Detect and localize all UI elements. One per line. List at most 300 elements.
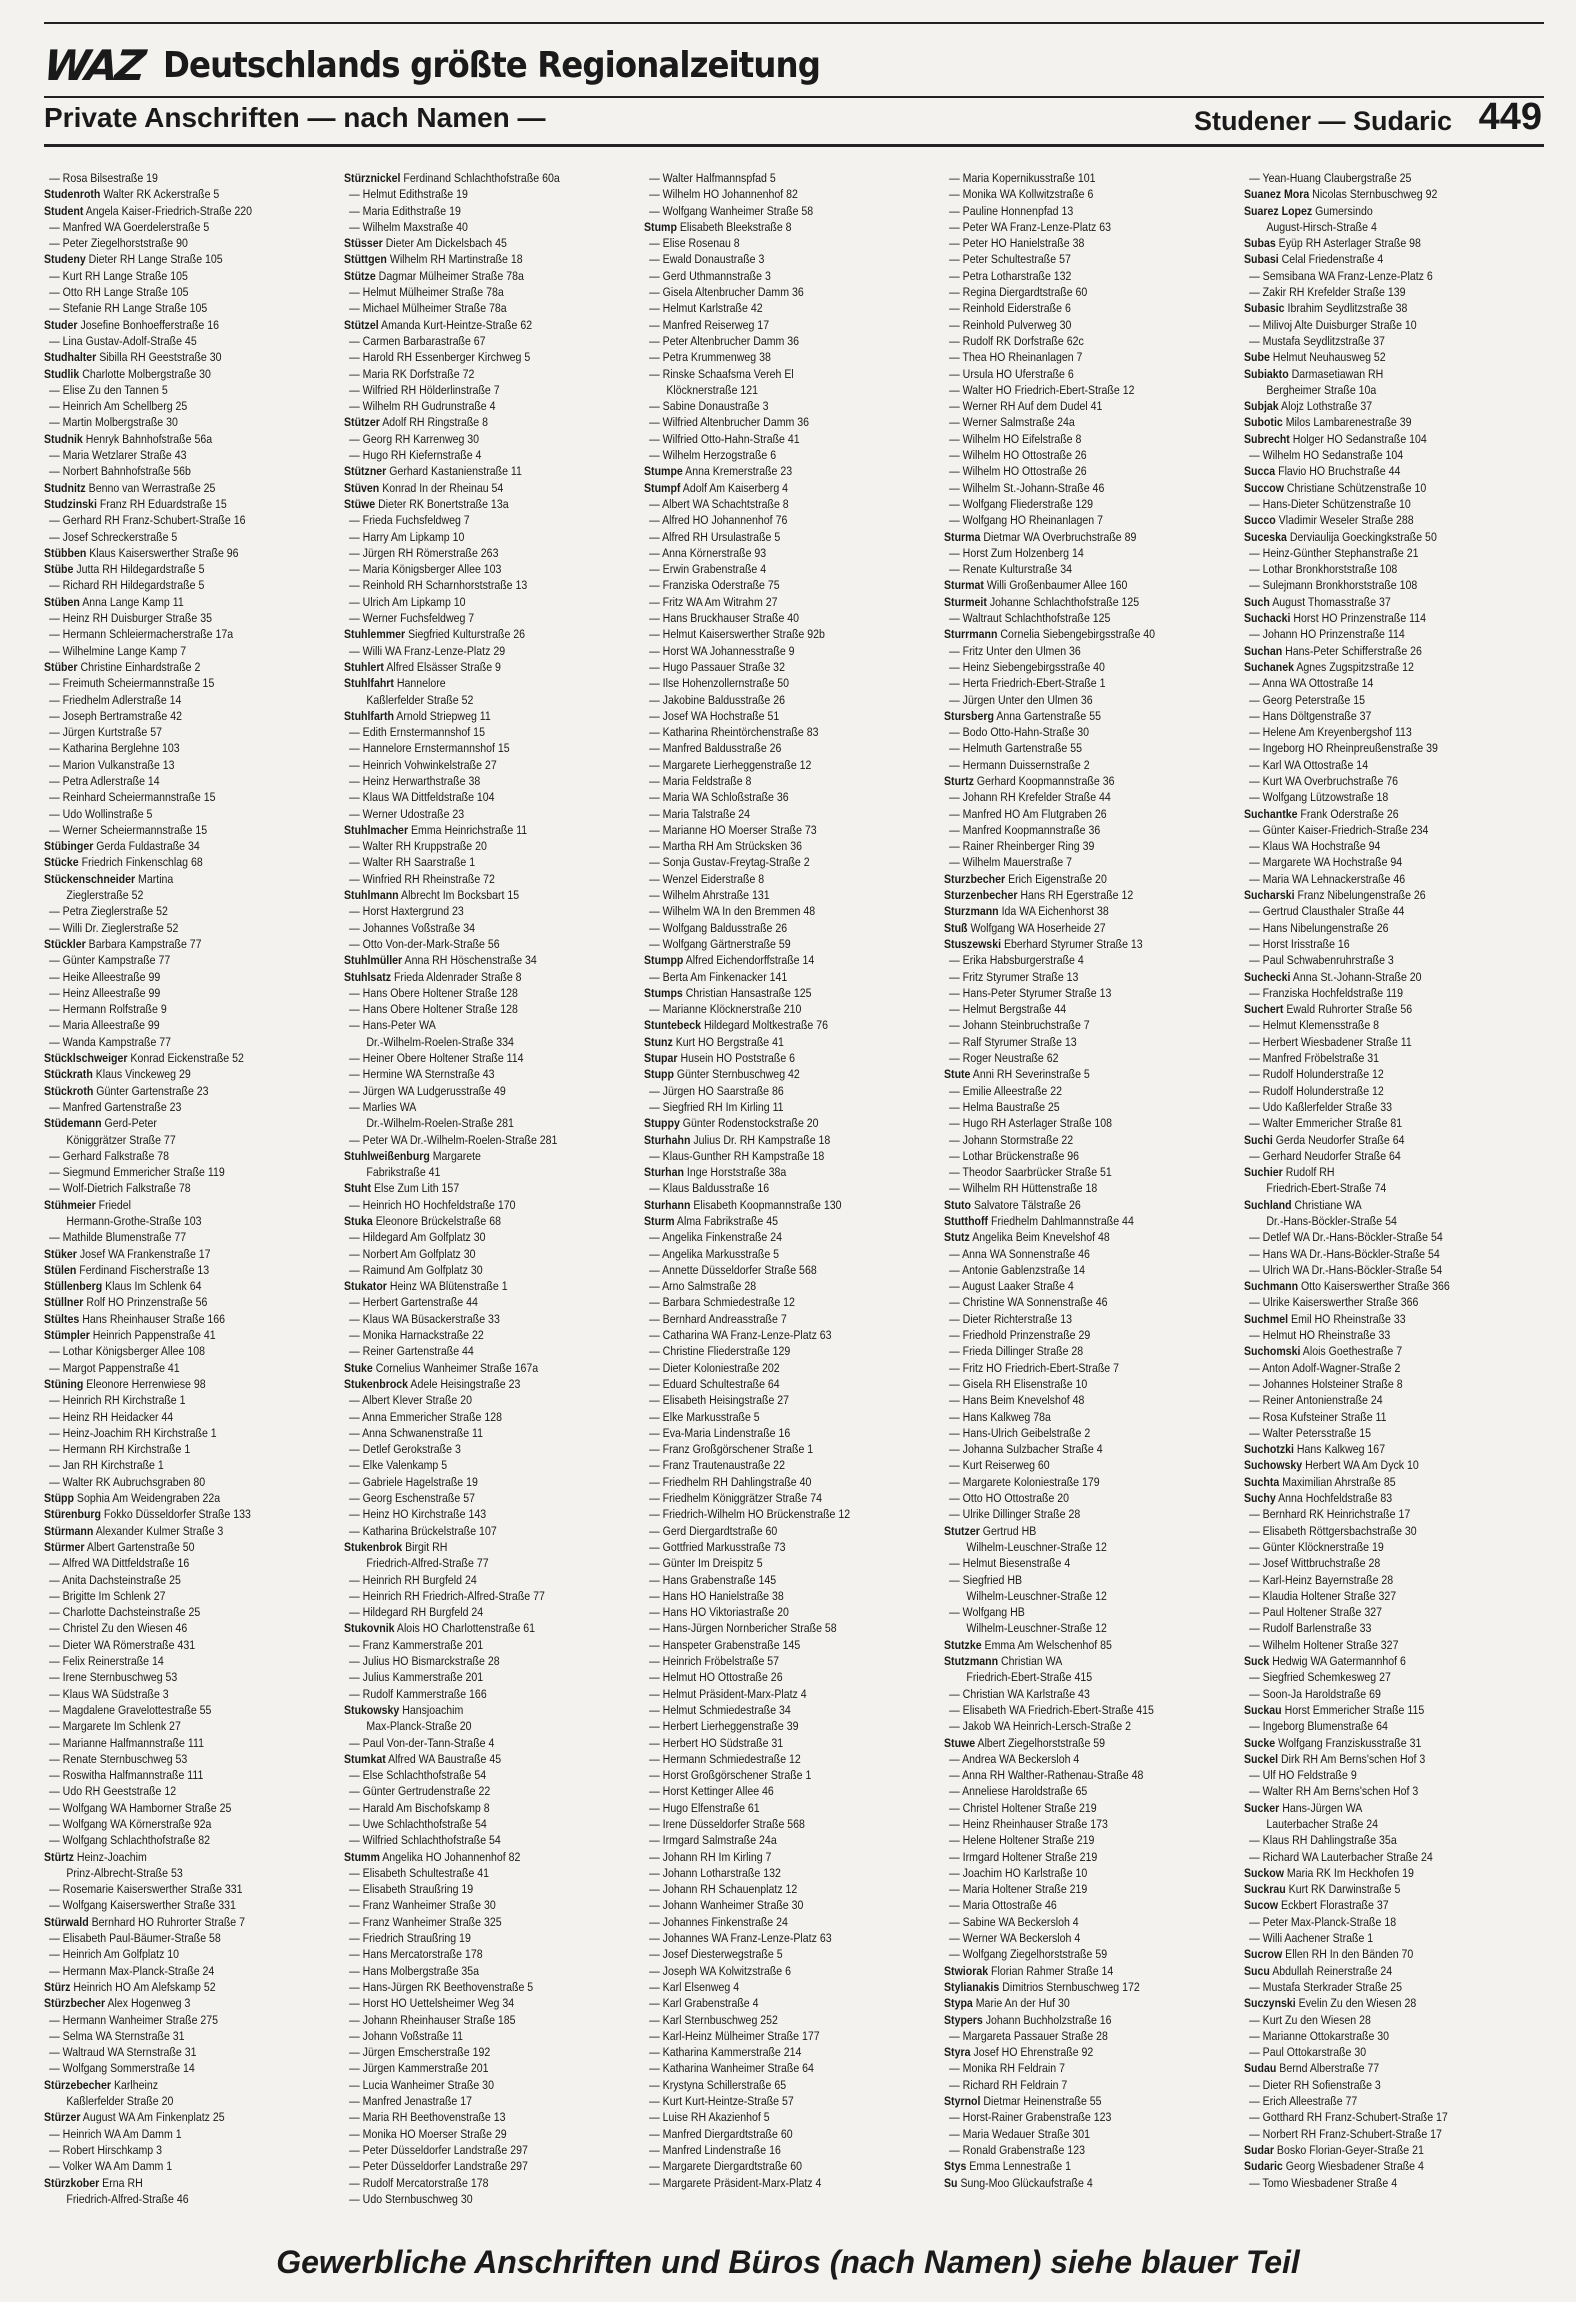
- entry-details: Wilhelm HO Sedanstraße 104: [1262, 448, 1404, 463]
- directory-entry: [644, 333, 902, 349]
- repeat-dash: —: [49, 773, 60, 788]
- entry-details: Prinz-Albrecht-Straße 53: [66, 1865, 183, 1880]
- directory-entry: [44, 1343, 302, 1359]
- repeat-dash: —: [949, 1409, 960, 1424]
- entry-details: Wilhelm RH Martinstraße 18: [389, 252, 523, 267]
- directory-entry: [344, 1066, 602, 1082]
- directory-entry: [644, 822, 902, 838]
- entry-details: Marianne HO Moerser Straße 73: [662, 822, 817, 837]
- directory-entry: [644, 463, 902, 479]
- repeat-dash: —: [349, 1393, 360, 1408]
- directory-entry: [644, 1572, 902, 1588]
- repeat-dash: —: [649, 708, 660, 723]
- repeat-dash: —: [49, 1654, 60, 1669]
- repeat-dash: —: [1249, 1295, 1260, 1310]
- entry-details: Heinrich RH Burgfeld 24: [362, 1572, 477, 1587]
- entry-details: Johann Buchholzstraße 16: [985, 2012, 1112, 2027]
- directory-entry: [944, 480, 1202, 496]
- repeat-dash: —: [349, 2110, 360, 2125]
- entry-details: Jakobine Baldusstraße 26: [662, 692, 785, 707]
- entry-details: Helmut HO Ottostraße 26: [662, 1670, 783, 1685]
- entry-details: Friedhelm Dahlmannstraße 44: [990, 1214, 1134, 1228]
- directory-entry: [344, 366, 602, 382]
- entry-surname: Suchomski: [1244, 1344, 1301, 1359]
- waz-logo: WAZ: [41, 40, 146, 90]
- directory-entry: [1244, 1246, 1502, 1262]
- entry-details: Wilhelm-Leuschner-Straße 12: [966, 1588, 1107, 1603]
- entry-details: Irmgard Salmstraße 24a: [662, 1833, 777, 1848]
- directory-entry: [944, 1246, 1202, 1262]
- entry-details: Bernhard RK Heinrichstraße 17: [1262, 1507, 1411, 1522]
- directory-entry: [44, 1294, 302, 1310]
- entry-surname: Subotic: [1244, 415, 1283, 430]
- entry-details: Hermann Wanheimer Straße 275: [62, 2012, 219, 2027]
- directory-entry: [1244, 2077, 1502, 2093]
- directory-entry: [944, 1457, 1202, 1473]
- entry-details: Anna Körnerstraße 93: [662, 545, 767, 560]
- directory-entry: [44, 1017, 302, 1033]
- directory-entry: [944, 659, 1202, 675]
- directory-entry: [1244, 1278, 1502, 1294]
- repeat-dash: —: [949, 1376, 960, 1391]
- entry-details: Roswitha Halfmannstraße 111: [62, 1768, 204, 1783]
- entry-details: Frieda Dillinger Straße 28: [962, 1344, 1084, 1359]
- entry-details: Heinrich HO Am Alefskamp 52: [73, 1979, 216, 1994]
- entry-details: Erika Habsburgerstraße 4: [962, 953, 1084, 968]
- directory-entry: [644, 724, 902, 740]
- directory-entry: [44, 2093, 302, 2109]
- repeat-dash: —: [949, 1947, 960, 1962]
- repeat-dash: —: [649, 1637, 660, 1652]
- entry-details: Hans Mercatorstraße 178: [362, 1947, 483, 1962]
- repeat-dash: —: [649, 496, 660, 511]
- repeat-dash: —: [49, 985, 60, 1000]
- directory-entry: [44, 1620, 302, 1636]
- repeat-dash: —: [1249, 1539, 1260, 1554]
- entry-surname: Suceska: [1244, 529, 1287, 544]
- directory-entry: [644, 1800, 902, 1816]
- repeat-dash: —: [649, 1686, 660, 1701]
- entry-details: Christiane Schützenstraße 10: [1286, 480, 1427, 495]
- directory-entry: [44, 1213, 302, 1229]
- directory-entry: [944, 643, 1202, 659]
- entry-details: Gerd-Peter: [104, 1116, 157, 1131]
- repeat-dash: —: [349, 1947, 360, 1962]
- directory-entry: [944, 2028, 1202, 2044]
- entry-details: Anna Lange Kamp 11: [82, 594, 184, 609]
- directory-entry: [944, 1735, 1202, 1751]
- directory-entry: [944, 1800, 1202, 1816]
- repeat-dash: —: [1249, 627, 1260, 642]
- entry-details: Friedrich-Ebert-Straße 74: [1266, 1181, 1387, 1196]
- repeat-dash: —: [49, 969, 60, 984]
- entry-details: Felix Reinerstraße 14: [62, 1654, 164, 1669]
- entry-details: Julius Dr. RH Kampstraße 18: [693, 1132, 831, 1147]
- directory-entry: [944, 1865, 1202, 1881]
- repeat-dash: —: [949, 611, 960, 626]
- repeat-dash: —: [949, 725, 960, 740]
- repeat-dash: —: [1249, 708, 1260, 723]
- directory-entry: [344, 300, 602, 316]
- entry-details: Johann RH Im Kirling 7: [662, 1849, 772, 1864]
- entry-details: Petra Zieglerstraße 52: [62, 904, 168, 919]
- repeat-dash: —: [49, 1409, 60, 1424]
- directory-entry: [1244, 1099, 1502, 1115]
- repeat-dash: —: [649, 594, 660, 609]
- directory-entry: [644, 1686, 902, 1702]
- entry-details: Heinz RH Duisburger Straße 35: [62, 611, 212, 626]
- directory-entry: [344, 1865, 602, 1881]
- repeat-dash: —: [49, 268, 60, 283]
- entry-details: Gisela RH Elisenstraße 10: [962, 1376, 1088, 1391]
- repeat-dash: —: [1249, 285, 1260, 300]
- entry-details: Hermann Duissernstraße 2: [962, 757, 1090, 772]
- directory-entry: [44, 1376, 302, 1392]
- entry-surname: Stuntebeck: [644, 1018, 702, 1033]
- entry-details: Heinz-Joachim: [76, 1849, 147, 1864]
- directory-entry: [1244, 186, 1502, 202]
- repeat-dash: —: [1249, 757, 1260, 772]
- directory-entry: [644, 1360, 902, 1376]
- directory-entry: [644, 1474, 902, 1490]
- entry-surname: Stutzmann: [944, 1654, 999, 1669]
- repeat-dash: —: [49, 2126, 60, 2141]
- entry-details: Harold RH Essenberger Kirchweg 5: [362, 350, 531, 365]
- directory-entry: [1244, 300, 1502, 316]
- entry-details: Harald Am Bischofskamp 8: [362, 1800, 490, 1815]
- entry-details: Christine Einhardstraße 2: [80, 659, 201, 674]
- directory-entry: [344, 887, 602, 903]
- directory-entry: [944, 2044, 1202, 2060]
- directory-entry: [944, 708, 1202, 724]
- repeat-dash: —: [1249, 773, 1260, 788]
- directory-entry: [644, 1425, 902, 1441]
- entry-surname: Sturmat: [944, 578, 984, 593]
- entry-surname: Suchmel: [1244, 1311, 1289, 1326]
- entry-surname: Stupar: [644, 1051, 678, 1066]
- directory-entry: [44, 1718, 302, 1734]
- directory-entry: [644, 1620, 902, 1636]
- directory-entry: [344, 203, 602, 219]
- entry-details: Hanspeter Grabenstraße 145: [662, 1637, 801, 1652]
- directory-entry: [1244, 1457, 1502, 1473]
- entry-details: Udo Kaßlerfelder Straße 33: [1262, 1099, 1393, 1114]
- entry-surname: Stübe: [44, 562, 74, 577]
- repeat-dash: —: [1249, 2110, 1260, 2125]
- entry-details: Konrad In der Rheinau 54: [382, 480, 504, 495]
- footer-note: Gewerbliche Anschriften und Büros (nach Namen) siehe blauer Teil: [276, 2244, 1300, 2280]
- repeat-dash: —: [349, 920, 360, 935]
- entry-details: Manfred HO Am Flutgraben 26: [962, 806, 1107, 821]
- directory-entry: [344, 692, 602, 708]
- entry-surname: Studnitz: [44, 480, 86, 495]
- entry-details: Anna Kremerstraße 23: [685, 464, 793, 479]
- repeat-dash: —: [949, 448, 960, 463]
- directory-entry: [1244, 1881, 1502, 1897]
- repeat-dash: —: [49, 1816, 60, 1831]
- directory-entry: [344, 1800, 602, 1816]
- directory-entry: [944, 1262, 1202, 1278]
- repeat-dash: —: [349, 1865, 360, 1880]
- directory-column-1: [44, 170, 302, 2218]
- directory-entry: [1244, 1490, 1502, 1506]
- entry-details: Heinrich Am Golfplatz 10: [62, 1947, 180, 1962]
- entry-details: Hans Grabenstraße 145: [662, 1572, 777, 1587]
- entry-details: Wilhelm WA In den Bremmen 48: [662, 904, 816, 919]
- repeat-dash: —: [649, 1800, 660, 1815]
- directory-entry: [944, 1783, 1202, 1799]
- entry-details: Cornelius Wanheimer Straße 167a: [375, 1360, 539, 1375]
- directory-entry: [944, 1718, 1202, 1734]
- entry-details: Ewald Ruhrorter Straße 56: [1286, 1002, 1413, 1017]
- entry-details: Rudolf Mercatorstraße 178: [362, 2175, 489, 2190]
- directory-entry: [644, 2142, 902, 2158]
- entry-details: Wilfried Schlachthofstraße 54: [362, 1833, 501, 1848]
- directory-entry: [44, 2175, 302, 2191]
- entry-details: Renate Kulturstraße 34: [962, 562, 1073, 577]
- directory-entry: [944, 1588, 1202, 1604]
- entry-details: Peter Schultestraße 57: [962, 252, 1071, 267]
- directory-entry: [944, 529, 1202, 545]
- directory-entry: [944, 2077, 1202, 2093]
- directory-entry: [944, 1881, 1202, 1897]
- entry-details: Agnes Zugspitzstraße 12: [1296, 659, 1414, 674]
- entry-details: Johannes Finkenstraße 24: [662, 1914, 788, 1929]
- repeat-dash: —: [349, 513, 360, 528]
- entry-details: Fritz Styrumer Straße 13: [962, 969, 1079, 984]
- repeat-dash: —: [1249, 920, 1260, 935]
- entry-details: Birgit RH: [405, 1539, 448, 1554]
- repeat-dash: —: [949, 1295, 960, 1310]
- entry-details: Anita Dachsteinstraße 25: [62, 1572, 181, 1587]
- directory-entry: [1244, 268, 1502, 284]
- entry-surname: Stützner: [344, 464, 387, 479]
- repeat-dash: —: [349, 1425, 360, 1440]
- directory-entry: [1244, 512, 1502, 528]
- entry-surname: Succow: [1244, 480, 1284, 495]
- entry-surname: Stutz: [944, 1230, 970, 1245]
- directory-entry: [1244, 203, 1502, 219]
- repeat-dash: —: [49, 953, 60, 968]
- entry-details: Marie An der Huf 30: [975, 1996, 1070, 2011]
- repeat-dash: —: [949, 431, 960, 446]
- entry-details: Willi Dr. Zieglerstraße 52: [62, 920, 179, 935]
- entry-surname: Stursberg: [944, 708, 994, 723]
- directory-entry: [644, 496, 902, 512]
- entry-details: Martha RH Am Strücksken 36: [662, 839, 802, 854]
- repeat-dash: —: [649, 513, 660, 528]
- directory-entry: [1244, 1832, 1502, 1848]
- entry-details: Hermann RH Kirchstraße 1: [62, 1442, 191, 1457]
- entry-details: Wilhelm HO Ottostraße 26: [962, 464, 1087, 479]
- directory-entry: [644, 2028, 902, 2044]
- entry-details: Wolfgang HO Rheinanlagen 7: [962, 513, 1103, 528]
- directory-entry: [944, 1620, 1202, 1636]
- directory-entry: [1244, 2028, 1502, 2044]
- directory-entry: [344, 740, 602, 756]
- entry-surname: Such: [1244, 594, 1270, 609]
- directory-entry: [944, 675, 1202, 691]
- repeat-dash: —: [949, 757, 960, 772]
- repeat-dash: —: [49, 822, 60, 837]
- directory-entry: [344, 1620, 602, 1636]
- repeat-dash: —: [349, 1083, 360, 1098]
- repeat-dash: —: [49, 643, 60, 658]
- entry-details: Waltraut Schlachthofstraße 125: [962, 611, 1111, 626]
- entry-details: Johann Voßstraße 11: [362, 2028, 464, 2043]
- entry-surname: Sturhan: [644, 1165, 684, 1180]
- directory-entry: [644, 382, 902, 398]
- entry-surname: Stülen: [44, 1262, 77, 1277]
- directory-entry: [344, 1572, 602, 1588]
- top-rule: [44, 22, 1544, 24]
- entry-details: Günter Gertrudenstraße 22: [362, 1784, 491, 1799]
- directory-entry: [944, 463, 1202, 479]
- directory-entry: [1244, 382, 1502, 398]
- entry-details: Heinrich Fröbelstraße 57: [662, 1654, 780, 1669]
- entry-details: Angelika Beim Knevelshof 48: [972, 1230, 1110, 1245]
- directory-entry: [944, 1686, 1202, 1702]
- entry-details: Hans Kalkweg 167: [1296, 1442, 1386, 1457]
- repeat-dash: —: [49, 1702, 60, 1717]
- entry-details: Alfred Eichendorffstraße 14: [685, 953, 815, 968]
- directory-entry: [44, 822, 302, 838]
- repeat-dash: —: [1249, 1849, 1260, 1864]
- directory-entry: [644, 170, 902, 186]
- repeat-dash: —: [949, 741, 960, 756]
- repeat-dash: —: [1249, 2077, 1260, 2092]
- directory-entry: [344, 1034, 602, 1050]
- entry-details: Alfred WA Dittfeldstraße 16: [62, 1556, 190, 1571]
- entry-details: Paul Ottokarstraße 30: [1262, 2045, 1367, 2060]
- directory-entry: [44, 1262, 302, 1278]
- entry-details: Erna RH: [102, 2175, 143, 2190]
- entry-details: Franziska Oderstraße 75: [662, 578, 780, 593]
- entry-surname: Suckow: [1244, 1865, 1284, 1880]
- entry-surname: Succa: [1244, 464, 1276, 479]
- repeat-dash: —: [949, 676, 960, 691]
- repeat-dash: —: [949, 268, 960, 283]
- entry-surname: Studer: [44, 317, 78, 332]
- directory-entry: [44, 529, 302, 545]
- entry-surname: Stuhlmüller: [344, 953, 403, 968]
- entry-details: Elke Markusstraße 5: [662, 1409, 760, 1424]
- entry-details: Elke Valenkamp 5: [362, 1458, 448, 1473]
- repeat-dash: —: [949, 1507, 960, 1522]
- entry-details: Maria RK Dorfstraße 72: [362, 366, 475, 381]
- directory-entry: [44, 643, 302, 659]
- repeat-dash: —: [949, 839, 960, 854]
- directory-entry: [344, 414, 602, 430]
- entry-details: Erich Alleestraße 77: [1262, 2094, 1358, 2109]
- entry-surname: Subasic: [1244, 301, 1285, 316]
- directory-entry: [44, 1555, 302, 1571]
- entry-details: Zakir RH Krefelder Straße 139: [1262, 285, 1406, 300]
- entry-details: Hans-Peter Styrumer Straße 13: [962, 985, 1112, 1000]
- directory-entry: [1244, 1164, 1502, 1180]
- entry-surname: Stunz: [644, 1034, 673, 1049]
- repeat-dash: —: [649, 1719, 660, 1734]
- directory-entry: [44, 577, 302, 593]
- directory-entry: [644, 920, 902, 936]
- entry-details: Dietmar Heinenstraße 55: [983, 2094, 1102, 2109]
- repeat-dash: —: [649, 236, 660, 251]
- directory-entry: [1244, 724, 1502, 740]
- directory-entry: [644, 1311, 902, 1327]
- entry-details: Catharina WA Franz-Lenze-Platz 63: [662, 1328, 832, 1343]
- directory-entry: [44, 854, 302, 870]
- directory-entry: [1244, 1229, 1502, 1245]
- entry-details: Reinhold RH Scharnhorststraße 13: [362, 578, 528, 593]
- directory-entry: [344, 1930, 602, 1946]
- entry-details: Nicolas Sternbuschweg 92: [1312, 187, 1438, 202]
- directory-entry: [1244, 740, 1502, 756]
- repeat-dash: —: [1249, 1051, 1260, 1066]
- entry-details: Gisela Altenbrucher Damm 36: [662, 285, 804, 300]
- repeat-dash: —: [49, 2012, 60, 2027]
- directory-entry: [1244, 692, 1502, 708]
- directory-entry: [344, 1099, 602, 1115]
- directory-entry: [944, 789, 1202, 805]
- repeat-dash: —: [49, 578, 60, 593]
- directory-entry: [944, 1001, 1202, 1017]
- directory-entry: [44, 366, 302, 382]
- entry-details: Ulrike Dillinger Straße 28: [962, 1507, 1081, 1522]
- repeat-dash: —: [1249, 171, 1260, 185]
- repeat-dash: —: [49, 1165, 60, 1180]
- entry-details: Lothar Brückenstraße 96: [962, 1148, 1080, 1163]
- entry-details: Heinz Rheinhauser Straße 173: [962, 1816, 1108, 1831]
- entry-details: Lauterbacher Straße 24: [1266, 1816, 1379, 1831]
- repeat-dash: —: [649, 1425, 660, 1440]
- directory-entry: [344, 1995, 602, 2011]
- directory-entry: [1244, 1327, 1502, 1343]
- entry-details: Gertrud Clausthaler Straße 44: [1262, 904, 1405, 919]
- directory-entry: [944, 1604, 1202, 1620]
- entry-surname: Stuto: [944, 1197, 972, 1212]
- entry-details: Anna RH Walther-Rathenau-Straße 48: [962, 1768, 1144, 1783]
- directory-entry: [644, 806, 902, 822]
- entry-surname: Suchanek: [1244, 659, 1294, 674]
- entry-surname: Stys: [944, 2159, 967, 2174]
- repeat-dash: —: [1249, 1328, 1260, 1343]
- directory-entry: [944, 1849, 1202, 1865]
- entry-details: Zieglerstraße 52: [66, 888, 144, 903]
- entry-details: Karl-Heinz Bayernstraße 28: [1262, 1572, 1394, 1587]
- repeat-dash: —: [349, 594, 360, 609]
- entry-surname: Stutthoff: [944, 1214, 989, 1228]
- repeat-dash: —: [649, 806, 660, 821]
- section-title: Private Anschriften — nach Namen —: [44, 102, 546, 133]
- directory-entry: [944, 349, 1202, 365]
- repeat-dash: —: [49, 1230, 60, 1245]
- directory-entry: [944, 1637, 1202, 1653]
- directory-entry: [944, 920, 1202, 936]
- directory-entry: [44, 1392, 302, 1408]
- repeat-dash: —: [1249, 1556, 1260, 1571]
- directory-entry: [644, 414, 902, 430]
- directory-entry: [1244, 577, 1502, 593]
- repeat-dash: —: [1249, 855, 1260, 870]
- entry-surname: Stuht: [344, 1181, 372, 1196]
- entry-details: Maria Wetzlarer Straße 43: [62, 448, 187, 463]
- entry-details: Peter Düsseldorfer Landstraße 297: [362, 2142, 528, 2157]
- entry-details: Hugo RH Kiefernstraße 4: [362, 448, 482, 463]
- entry-surname: Su: [944, 2175, 958, 2190]
- directory-entry: [644, 887, 902, 903]
- entry-details: Peter HO Hanielstraße 38: [962, 236, 1085, 251]
- repeat-dash: —: [949, 985, 960, 1000]
